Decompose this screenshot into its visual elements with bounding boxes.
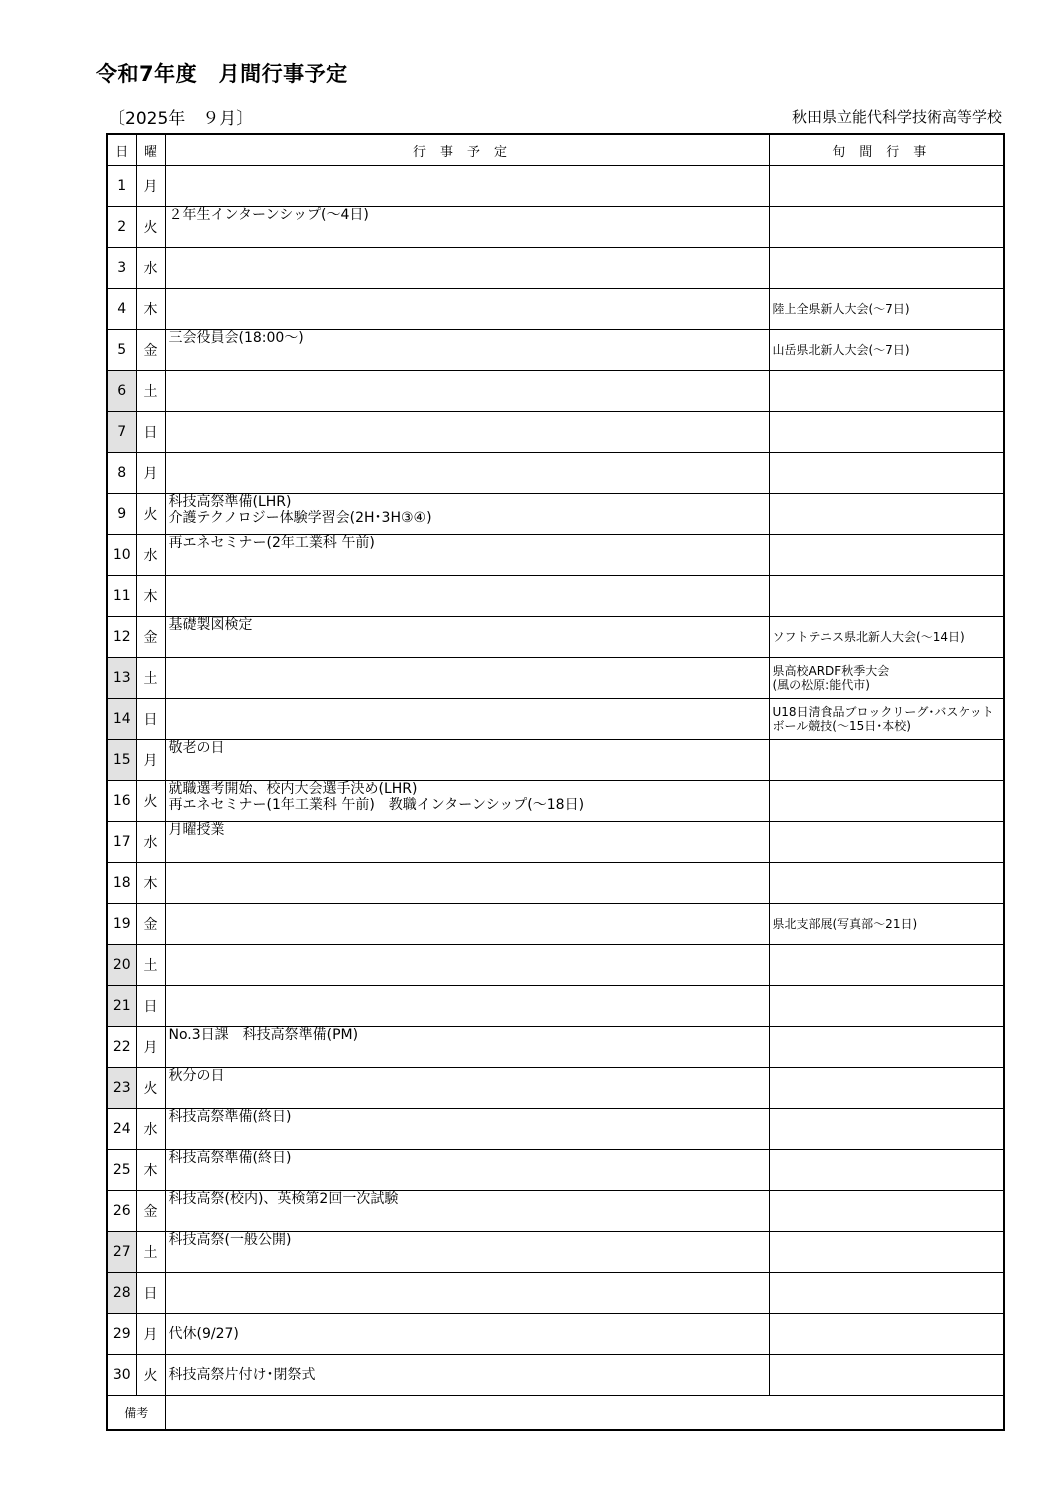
header-events: 行事予定 bbox=[165, 134, 769, 166]
table-row bbox=[107, 740, 1004, 781]
event-cell bbox=[165, 1191, 769, 1232]
table-row bbox=[107, 1150, 1004, 1191]
seasonal-event-line: 山岳県北新人大会(～7日) bbox=[772, 343, 910, 357]
day-number: 26 bbox=[107, 1191, 136, 1232]
weekday: 金 bbox=[136, 330, 165, 371]
notes-cell bbox=[165, 1396, 1004, 1431]
event-line: 科技高祭準備(LHR) bbox=[168, 494, 292, 510]
event-cell bbox=[165, 289, 769, 330]
event-cell bbox=[165, 453, 769, 494]
seasonal-event-cell bbox=[769, 1232, 1004, 1273]
day-number: 19 bbox=[107, 904, 136, 945]
seasonal-event-cell bbox=[769, 986, 1004, 1027]
seasonal-event-cell bbox=[769, 453, 1004, 494]
event-cell bbox=[165, 904, 769, 945]
table-row bbox=[107, 822, 1004, 863]
table-row bbox=[107, 207, 1004, 248]
day-number: 10 bbox=[107, 535, 136, 576]
day-number: 24 bbox=[107, 1109, 136, 1150]
event-cell bbox=[165, 166, 769, 207]
seasonal-event-cell bbox=[769, 1273, 1004, 1314]
table-row bbox=[107, 330, 1004, 371]
event-line: 秋分の日 bbox=[168, 1068, 225, 1084]
weekday: 火 bbox=[136, 781, 165, 822]
event-line: 科技高祭準備(終日) bbox=[168, 1109, 292, 1125]
day-number: 21 bbox=[107, 986, 136, 1027]
event-cell bbox=[165, 1273, 769, 1314]
seasonal-event-line: ソフトテニス県北新人大会(～14日) bbox=[772, 630, 965, 644]
event-cell bbox=[165, 494, 769, 535]
weekday: 月 bbox=[136, 1027, 165, 1068]
event-line: 科技高祭片付け･閉祭式 bbox=[168, 1367, 316, 1383]
day-number: 30 bbox=[107, 1355, 136, 1396]
event-cell bbox=[165, 1109, 769, 1150]
day-number: 11 bbox=[107, 576, 136, 617]
table-row bbox=[107, 453, 1004, 494]
school-name: 秋田県立能代科学技術高等学校 bbox=[791, 108, 1002, 126]
event-line: 科技高祭(校内)、英検第2回一次試験 bbox=[168, 1191, 399, 1207]
seasonal-event-cell bbox=[769, 166, 1004, 207]
event-cell bbox=[165, 1314, 769, 1355]
seasonal-event-cell bbox=[769, 1068, 1004, 1109]
event-cell bbox=[165, 617, 769, 658]
table-row bbox=[107, 781, 1004, 822]
table-row bbox=[107, 371, 1004, 412]
weekday: 月 bbox=[136, 453, 165, 494]
seasonal-event-cell bbox=[769, 658, 1004, 699]
weekday: 土 bbox=[136, 658, 165, 699]
weekday: 火 bbox=[136, 1068, 165, 1109]
seasonal-event-cell bbox=[769, 1027, 1004, 1068]
weekday: 水 bbox=[136, 535, 165, 576]
weekday: 木 bbox=[136, 863, 165, 904]
seasonal-event-line: (風の松原:能代市) bbox=[772, 678, 870, 692]
weekday: 土 bbox=[136, 945, 165, 986]
seasonal-event-cell bbox=[769, 781, 1004, 822]
table-row bbox=[107, 699, 1004, 740]
table-row bbox=[107, 1191, 1004, 1232]
seasonal-event-cell bbox=[769, 412, 1004, 453]
event-cell bbox=[165, 248, 769, 289]
event-cell bbox=[165, 822, 769, 863]
weekday: 火 bbox=[136, 494, 165, 535]
table-row bbox=[107, 535, 1004, 576]
weekday: 土 bbox=[136, 371, 165, 412]
event-cell bbox=[165, 1232, 769, 1273]
day-number: 6 bbox=[107, 371, 136, 412]
day-number: 18 bbox=[107, 863, 136, 904]
day-number: 28 bbox=[107, 1273, 136, 1314]
event-cell bbox=[165, 576, 769, 617]
table-row bbox=[107, 617, 1004, 658]
seasonal-event-cell bbox=[769, 740, 1004, 781]
day-number: 27 bbox=[107, 1232, 136, 1273]
table-row bbox=[107, 289, 1004, 330]
table-row bbox=[107, 1273, 1004, 1314]
weekday: 火 bbox=[136, 1355, 165, 1396]
weekday: 金 bbox=[136, 904, 165, 945]
day-number: 13 bbox=[107, 658, 136, 699]
schedule-table bbox=[106, 133, 1005, 1431]
seasonal-event-line: ボール競技(～15日･本校) bbox=[772, 719, 911, 733]
seasonal-event-cell bbox=[769, 576, 1004, 617]
weekday: 金 bbox=[136, 1191, 165, 1232]
seasonal-event-cell bbox=[769, 207, 1004, 248]
event-cell bbox=[165, 535, 769, 576]
table-row bbox=[107, 658, 1004, 699]
day-number: 2 bbox=[107, 207, 136, 248]
day-number: 16 bbox=[107, 781, 136, 822]
seasonal-event-cell bbox=[769, 1109, 1004, 1150]
event-cell bbox=[165, 371, 769, 412]
day-number: 29 bbox=[107, 1314, 136, 1355]
event-cell bbox=[165, 330, 769, 371]
day-number: 4 bbox=[107, 289, 136, 330]
seasonal-event-cell bbox=[769, 1150, 1004, 1191]
event-cell bbox=[165, 1150, 769, 1191]
weekday: 日 bbox=[136, 986, 165, 1027]
event-line: 三会役員会(18:00～) bbox=[168, 330, 304, 346]
table-row bbox=[107, 412, 1004, 453]
event-cell bbox=[165, 863, 769, 904]
table-row bbox=[107, 986, 1004, 1027]
header-seasonal-events: 旬間行事 bbox=[769, 134, 1004, 166]
day-number: 7 bbox=[107, 412, 136, 453]
header-weekday: 曜 bbox=[136, 134, 165, 166]
weekday: 水 bbox=[136, 822, 165, 863]
event-cell bbox=[165, 1027, 769, 1068]
weekday: 水 bbox=[136, 248, 165, 289]
event-line: 再エネセミナー(2年工業科 午前) bbox=[168, 535, 375, 551]
weekday: 日 bbox=[136, 699, 165, 740]
weekday: 木 bbox=[136, 576, 165, 617]
event-cell bbox=[165, 740, 769, 781]
day-number: 15 bbox=[107, 740, 136, 781]
weekday: 金 bbox=[136, 617, 165, 658]
seasonal-event-cell bbox=[769, 1355, 1004, 1396]
table-row bbox=[107, 1109, 1004, 1150]
table-row bbox=[107, 1027, 1004, 1068]
weekday: 水 bbox=[136, 1109, 165, 1150]
weekday: 木 bbox=[136, 289, 165, 330]
schedule-rows bbox=[107, 166, 1004, 1396]
weekday: 月 bbox=[136, 166, 165, 207]
event-line: 就職選考開始、校内大会選手決め(LHR) bbox=[168, 781, 418, 797]
event-line: 科技高祭(一般公開) bbox=[168, 1232, 292, 1248]
notes-row bbox=[107, 1396, 1004, 1431]
table-row bbox=[107, 1314, 1004, 1355]
month-label: 〔2025年 ９月〕 bbox=[108, 109, 254, 129]
day-number: 5 bbox=[107, 330, 136, 371]
notes-label: 備考 bbox=[107, 1396, 165, 1431]
seasonal-event-line: 県高校ARDF秋季大会 bbox=[772, 664, 890, 678]
seasonal-event-line: 県北支部展(写真部～21日) bbox=[772, 917, 918, 931]
seasonal-event-cell bbox=[769, 1314, 1004, 1355]
day-number: 9 bbox=[107, 494, 136, 535]
event-cell bbox=[165, 781, 769, 822]
seasonal-event-cell bbox=[769, 863, 1004, 904]
event-cell bbox=[165, 1355, 769, 1396]
event-line: 代休(9/27) bbox=[168, 1326, 239, 1342]
seasonal-event-cell bbox=[769, 535, 1004, 576]
header-row bbox=[107, 134, 1004, 166]
weekday: 月 bbox=[136, 1314, 165, 1355]
event-cell bbox=[165, 207, 769, 248]
weekday: 日 bbox=[136, 412, 165, 453]
event-cell bbox=[165, 1068, 769, 1109]
day-number: 8 bbox=[107, 453, 136, 494]
event-cell bbox=[165, 986, 769, 1027]
header-day: 日 bbox=[107, 134, 136, 166]
event-line: 敬老の日 bbox=[168, 740, 225, 756]
weekday: 日 bbox=[136, 1273, 165, 1314]
event-line: 月曜授業 bbox=[168, 822, 225, 838]
event-line: 介護テクノロジー体験学習会(2H･3H③④) bbox=[168, 510, 432, 526]
day-number: 3 bbox=[107, 248, 136, 289]
table-row bbox=[107, 494, 1004, 535]
seasonal-event-cell bbox=[769, 617, 1004, 658]
day-number: 20 bbox=[107, 945, 136, 986]
event-cell bbox=[165, 658, 769, 699]
seasonal-event-cell bbox=[769, 248, 1004, 289]
table-row bbox=[107, 904, 1004, 945]
table-row bbox=[107, 1232, 1004, 1273]
table-row bbox=[107, 1068, 1004, 1109]
table-row bbox=[107, 248, 1004, 289]
seasonal-event-cell bbox=[769, 1191, 1004, 1232]
event-line: 基礎製図検定 bbox=[168, 617, 253, 633]
weekday: 月 bbox=[136, 740, 165, 781]
seasonal-event-line: U18日清食品ブロックリーグ･バスケット bbox=[772, 705, 994, 719]
seasonal-event-cell bbox=[769, 699, 1004, 740]
weekday: 土 bbox=[136, 1232, 165, 1273]
day-number: 12 bbox=[107, 617, 136, 658]
event-line: ２年生インターンシップ(～4日) bbox=[168, 207, 369, 223]
seasonal-event-cell bbox=[769, 289, 1004, 330]
day-number: 23 bbox=[107, 1068, 136, 1109]
weekday: 木 bbox=[136, 1150, 165, 1191]
day-number: 14 bbox=[107, 699, 136, 740]
seasonal-event-cell bbox=[769, 494, 1004, 535]
day-number: 1 bbox=[107, 166, 136, 207]
table-row bbox=[107, 576, 1004, 617]
day-number: 17 bbox=[107, 822, 136, 863]
seasonal-event-cell bbox=[769, 945, 1004, 986]
weekday: 火 bbox=[136, 207, 165, 248]
event-cell bbox=[165, 945, 769, 986]
seasonal-event-cell bbox=[769, 822, 1004, 863]
event-line: 再エネセミナー(1年工業科 午前) 教職インターンシップ(～18日) bbox=[168, 797, 585, 813]
seasonal-event-cell bbox=[769, 904, 1004, 945]
table-row bbox=[107, 863, 1004, 904]
day-number: 25 bbox=[107, 1150, 136, 1191]
event-cell bbox=[165, 699, 769, 740]
event-line: 科技高祭準備(終日) bbox=[168, 1150, 292, 1166]
table-row bbox=[107, 166, 1004, 207]
seasonal-event-line: 陸上全県新人大会(～7日) bbox=[772, 302, 910, 316]
seasonal-event-cell bbox=[769, 330, 1004, 371]
day-number: 22 bbox=[107, 1027, 136, 1068]
seasonal-event-cell bbox=[769, 371, 1004, 412]
event-line: No.3日課 科技高祭準備(PM) bbox=[168, 1027, 359, 1043]
table-row bbox=[107, 945, 1004, 986]
event-cell bbox=[165, 412, 769, 453]
table-row bbox=[107, 1355, 1004, 1396]
page-title: 令和7年度 月間行事予定 bbox=[96, 62, 348, 86]
